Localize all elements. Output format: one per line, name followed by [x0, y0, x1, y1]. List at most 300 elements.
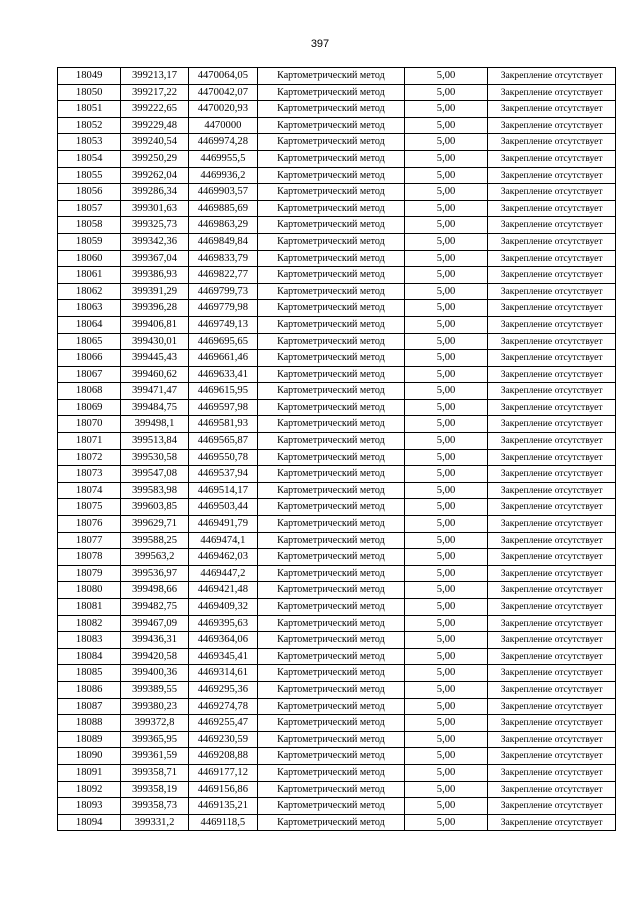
- fixing-cell: Закрепление отсутствует: [488, 599, 616, 616]
- coord-x: 399331,2: [121, 814, 188, 831]
- table-row: [58, 283, 616, 300]
- method-cell: Картометрический метод: [258, 316, 405, 333]
- point-number: 18077: [58, 532, 121, 549]
- table-row: [58, 433, 616, 450]
- point-number: 18050: [58, 84, 121, 101]
- point-number: 18090: [58, 748, 121, 765]
- coord-y: 4469491,79: [188, 516, 257, 533]
- fixing-cell: Закрепление отсутствует: [488, 681, 616, 698]
- table-row: [58, 350, 616, 367]
- point-number: 18060: [58, 250, 121, 267]
- coord-x: 399361,59: [121, 748, 188, 765]
- coord-y: 4469364,06: [188, 632, 257, 649]
- coord-y: 4469974,28: [188, 134, 257, 151]
- fixing-cell: Закрепление отсутствует: [488, 433, 616, 450]
- method-cell: Картометрический метод: [258, 482, 405, 499]
- fixing-cell: Закрепление отсутствует: [488, 764, 616, 781]
- point-number: 18087: [58, 698, 121, 715]
- point-number: 18053: [58, 134, 121, 151]
- method-cell: Картометрический метод: [258, 615, 405, 632]
- accuracy-cell: 5,00: [404, 781, 487, 798]
- accuracy-cell: 5,00: [404, 150, 487, 167]
- method-cell: Картометрический метод: [258, 283, 405, 300]
- point-number: 18084: [58, 648, 121, 665]
- method-cell: Картометрический метод: [258, 250, 405, 267]
- method-cell: Картометрический метод: [258, 68, 405, 85]
- coord-x: 399588,25: [121, 532, 188, 549]
- coord-x: 399286,34: [121, 184, 188, 201]
- method-cell: Картометрический метод: [258, 150, 405, 167]
- fixing-cell: Закрепление отсутствует: [488, 167, 616, 184]
- table-row: [58, 698, 616, 715]
- coord-y: 4469833,79: [188, 250, 257, 267]
- table-row: [58, 665, 616, 682]
- coord-x: 399391,29: [121, 283, 188, 300]
- point-number: 18082: [58, 615, 121, 632]
- point-number: 18073: [58, 466, 121, 483]
- accuracy-cell: 5,00: [404, 532, 487, 549]
- coord-x: 399389,55: [121, 681, 188, 698]
- coord-y: 4469885,69: [188, 200, 257, 217]
- fixing-cell: Закрепление отсутствует: [488, 565, 616, 582]
- coord-x: 399380,23: [121, 698, 188, 715]
- accuracy-cell: 5,00: [404, 134, 487, 151]
- coord-x: 399563,2: [121, 549, 188, 566]
- coord-y: 4469581,93: [188, 416, 257, 433]
- fixing-cell: Закрепление отсутствует: [488, 499, 616, 516]
- method-cell: Картометрический метод: [258, 134, 405, 151]
- fixing-cell: Закрепление отсутствует: [488, 101, 616, 118]
- fixing-cell: Закрепление отсутствует: [488, 150, 616, 167]
- coord-y: 4469779,98: [188, 300, 257, 317]
- coord-x: 399436,31: [121, 632, 188, 649]
- point-number: 18092: [58, 781, 121, 798]
- point-number: 18085: [58, 665, 121, 682]
- table-row: [58, 648, 616, 665]
- table-row: [58, 814, 616, 831]
- coord-y: 4469208,88: [188, 748, 257, 765]
- accuracy-cell: 5,00: [404, 101, 487, 118]
- point-number: 18093: [58, 798, 121, 815]
- method-cell: Картометрический метод: [258, 233, 405, 250]
- coord-y: 4469295,36: [188, 681, 257, 698]
- accuracy-cell: 5,00: [404, 748, 487, 765]
- accuracy-cell: 5,00: [404, 632, 487, 649]
- table-row: [58, 117, 616, 134]
- method-cell: Картометрический метод: [258, 565, 405, 582]
- table-row: [58, 532, 616, 549]
- point-number: 18089: [58, 731, 121, 748]
- coord-x: 399467,09: [121, 615, 188, 632]
- point-number: 18051: [58, 101, 121, 118]
- coord-x: 399240,54: [121, 134, 188, 151]
- accuracy-cell: 5,00: [404, 366, 487, 383]
- coord-y: 4470020,93: [188, 101, 257, 118]
- fixing-cell: Закрепление отсутствует: [488, 184, 616, 201]
- fixing-cell: Закрепление отсутствует: [488, 267, 616, 284]
- table-row: [58, 748, 616, 765]
- method-cell: Картометрический метод: [258, 350, 405, 367]
- table-row: [58, 184, 616, 201]
- table-row: [58, 316, 616, 333]
- table-row: [58, 217, 616, 234]
- accuracy-cell: 5,00: [404, 814, 487, 831]
- fixing-cell: Закрепление отсутствует: [488, 84, 616, 101]
- accuracy-cell: 5,00: [404, 764, 487, 781]
- table-row: [58, 482, 616, 499]
- table-row: [58, 200, 616, 217]
- point-number: 18063: [58, 300, 121, 317]
- coord-x: 399386,93: [121, 267, 188, 284]
- table-row: [58, 565, 616, 582]
- coord-x: 399262,04: [121, 167, 188, 184]
- point-number: 18080: [58, 582, 121, 599]
- coord-y: 4469903,57: [188, 184, 257, 201]
- table-row: [58, 167, 616, 184]
- table-row: [58, 599, 616, 616]
- coord-x: 399406,81: [121, 316, 188, 333]
- table-row: [58, 250, 616, 267]
- coord-y: 4469255,47: [188, 715, 257, 732]
- table-row: [58, 300, 616, 317]
- fixing-cell: Закрепление отсутствует: [488, 715, 616, 732]
- coord-y: 4469597,98: [188, 399, 257, 416]
- point-number: 18058: [58, 217, 121, 234]
- accuracy-cell: 5,00: [404, 399, 487, 416]
- coord-y: 4469615,95: [188, 383, 257, 400]
- point-number: 18062: [58, 283, 121, 300]
- method-cell: Картометрический метод: [258, 781, 405, 798]
- method-cell: Картометрический метод: [258, 449, 405, 466]
- table-row: [58, 466, 616, 483]
- coord-x: 399229,48: [121, 117, 188, 134]
- coord-x: 399358,19: [121, 781, 188, 798]
- table-row: [58, 781, 616, 798]
- accuracy-cell: 5,00: [404, 731, 487, 748]
- fixing-cell: Закрепление отсутствует: [488, 68, 616, 85]
- method-cell: Картометрический метод: [258, 383, 405, 400]
- accuracy-cell: 5,00: [404, 383, 487, 400]
- coord-y: 4469314,61: [188, 665, 257, 682]
- fixing-cell: Закрепление отсутствует: [488, 698, 616, 715]
- point-number: 18094: [58, 814, 121, 831]
- coord-x: 399498,1: [121, 416, 188, 433]
- table-row: [58, 366, 616, 383]
- fixing-cell: Закрепление отсутствует: [488, 250, 616, 267]
- fixing-cell: Закрепление отсутствует: [488, 134, 616, 151]
- table-row: [58, 84, 616, 101]
- accuracy-cell: 5,00: [404, 698, 487, 715]
- accuracy-cell: 5,00: [404, 715, 487, 732]
- coord-x: 399250,29: [121, 150, 188, 167]
- accuracy-cell: 5,00: [404, 316, 487, 333]
- method-cell: Картометрический метод: [258, 217, 405, 234]
- table-row: [58, 233, 616, 250]
- point-number: 18078: [58, 549, 121, 566]
- accuracy-cell: 5,00: [404, 233, 487, 250]
- coord-y: 4469474,1: [188, 532, 257, 549]
- coord-y: 4469230,59: [188, 731, 257, 748]
- point-number: 18071: [58, 433, 121, 450]
- coord-x: 399482,75: [121, 599, 188, 616]
- method-cell: Картометрический метод: [258, 499, 405, 516]
- coord-x: 399536,97: [121, 565, 188, 582]
- method-cell: Картометрический метод: [258, 300, 405, 317]
- point-number: 18083: [58, 632, 121, 649]
- coord-x: 399325,73: [121, 217, 188, 234]
- coord-y: 4469395,63: [188, 615, 257, 632]
- coord-y: 4469514,17: [188, 482, 257, 499]
- coord-x: 399213,17: [121, 68, 188, 85]
- accuracy-cell: 5,00: [404, 516, 487, 533]
- table-row: [58, 267, 616, 284]
- coord-x: 399471,47: [121, 383, 188, 400]
- accuracy-cell: 5,00: [404, 84, 487, 101]
- method-cell: Картометрический метод: [258, 648, 405, 665]
- accuracy-cell: 5,00: [404, 350, 487, 367]
- coord-y: 4469936,2: [188, 167, 257, 184]
- accuracy-cell: 5,00: [404, 250, 487, 267]
- coord-y: 4469156,86: [188, 781, 257, 798]
- accuracy-cell: 5,00: [404, 167, 487, 184]
- fixing-cell: Закрепление отсутствует: [488, 117, 616, 134]
- coord-x: 399372,8: [121, 715, 188, 732]
- accuracy-cell: 5,00: [404, 117, 487, 134]
- coord-y: 4469409,32: [188, 599, 257, 616]
- coord-y: 4469550,78: [188, 449, 257, 466]
- coord-x: 399222,65: [121, 101, 188, 118]
- coord-x: 399358,71: [121, 764, 188, 781]
- coord-y: 4469661,46: [188, 350, 257, 367]
- fixing-cell: Закрепление отсутствует: [488, 731, 616, 748]
- fixing-cell: Закрепление отсутствует: [488, 416, 616, 433]
- method-cell: Картометрический метод: [258, 200, 405, 217]
- method-cell: Картометрический метод: [258, 764, 405, 781]
- coord-x: 399629,71: [121, 516, 188, 533]
- fixing-cell: Закрепление отсутствует: [488, 781, 616, 798]
- fixing-cell: Закрепление отсутствует: [488, 399, 616, 416]
- coord-x: 399583,98: [121, 482, 188, 499]
- coord-x: 399365,95: [121, 731, 188, 748]
- fixing-cell: Закрепление отсутствует: [488, 482, 616, 499]
- table-row: [58, 798, 616, 815]
- accuracy-cell: 5,00: [404, 416, 487, 433]
- accuracy-cell: 5,00: [404, 333, 487, 350]
- table-row: [58, 681, 616, 698]
- coord-y: 4469749,13: [188, 316, 257, 333]
- accuracy-cell: 5,00: [404, 582, 487, 599]
- method-cell: Картометрический метод: [258, 117, 405, 134]
- accuracy-cell: 5,00: [404, 68, 487, 85]
- fixing-cell: Закрепление отсутствует: [488, 449, 616, 466]
- point-number: 18055: [58, 167, 121, 184]
- coord-x: 399342,36: [121, 233, 188, 250]
- method-cell: Картометрический метод: [258, 516, 405, 533]
- fixing-cell: Закрепление отсутствует: [488, 549, 616, 566]
- point-number: 18079: [58, 565, 121, 582]
- method-cell: Картометрический метод: [258, 267, 405, 284]
- fixing-cell: Закрепление отсутствует: [488, 333, 616, 350]
- table-row: [58, 731, 616, 748]
- method-cell: Картометрический метод: [258, 665, 405, 682]
- table-row: [58, 615, 616, 632]
- method-cell: Картометрический метод: [258, 599, 405, 616]
- coord-x: 399358,73: [121, 798, 188, 815]
- coord-y: 4469345,41: [188, 648, 257, 665]
- coord-y: 4469537,94: [188, 466, 257, 483]
- fixing-cell: Закрепление отсутствует: [488, 200, 616, 217]
- method-cell: Картометрический метод: [258, 582, 405, 599]
- method-cell: Картометрический метод: [258, 366, 405, 383]
- method-cell: Картометрический метод: [258, 632, 405, 649]
- accuracy-cell: 5,00: [404, 217, 487, 234]
- table-row: [58, 549, 616, 566]
- coord-x: 399301,63: [121, 200, 188, 217]
- table-row: [58, 582, 616, 599]
- coord-y: 4469633,41: [188, 366, 257, 383]
- coord-y: 4470000: [188, 117, 257, 134]
- fixing-cell: Закрепление отсутствует: [488, 648, 616, 665]
- accuracy-cell: 5,00: [404, 549, 487, 566]
- method-cell: Картометрический метод: [258, 416, 405, 433]
- point-number: 18072: [58, 449, 121, 466]
- coord-y: 4469462,03: [188, 549, 257, 566]
- table-row: [58, 383, 616, 400]
- fixing-cell: Закрепление отсутствует: [488, 748, 616, 765]
- coord-y: 4469421,48: [188, 582, 257, 599]
- table-row: [58, 150, 616, 167]
- table-row: [58, 715, 616, 732]
- accuracy-cell: 5,00: [404, 449, 487, 466]
- method-cell: Картометрический метод: [258, 399, 405, 416]
- fixing-cell: Закрепление отсутствует: [488, 582, 616, 599]
- coord-x: 399367,04: [121, 250, 188, 267]
- method-cell: Картометрический метод: [258, 84, 405, 101]
- table-row: [58, 68, 616, 85]
- accuracy-cell: 5,00: [404, 184, 487, 201]
- point-number: 18052: [58, 117, 121, 134]
- accuracy-cell: 5,00: [404, 300, 487, 317]
- coord-x: 399445,43: [121, 350, 188, 367]
- fixing-cell: Закрепление отсутствует: [488, 217, 616, 234]
- table-row: [58, 764, 616, 781]
- fixing-cell: Закрепление отсутствует: [488, 466, 616, 483]
- coord-y: 4469503,44: [188, 499, 257, 516]
- coord-x: 399400,36: [121, 665, 188, 682]
- accuracy-cell: 5,00: [404, 565, 487, 582]
- table-row: [58, 632, 616, 649]
- fixing-cell: Закрепление отсутствует: [488, 615, 616, 632]
- coord-x: 399603,85: [121, 499, 188, 516]
- accuracy-cell: 5,00: [404, 433, 487, 450]
- point-number: 18068: [58, 383, 121, 400]
- coord-x: 399513,84: [121, 433, 188, 450]
- accuracy-cell: 5,00: [404, 615, 487, 632]
- accuracy-cell: 5,00: [404, 599, 487, 616]
- method-cell: Картометрический метод: [258, 731, 405, 748]
- method-cell: Картометрический метод: [258, 549, 405, 566]
- method-cell: Картометрический метод: [258, 101, 405, 118]
- fixing-cell: Закрепление отсутствует: [488, 814, 616, 831]
- coord-y: 4470042,07: [188, 84, 257, 101]
- table-row: [58, 399, 616, 416]
- fixing-cell: Закрепление отсутствует: [488, 798, 616, 815]
- fixing-cell: Закрепление отсутствует: [488, 516, 616, 533]
- accuracy-cell: 5,00: [404, 283, 487, 300]
- table-row: [58, 449, 616, 466]
- point-number: 18081: [58, 599, 121, 616]
- coord-y: 4469822,77: [188, 267, 257, 284]
- point-number: 18091: [58, 764, 121, 781]
- method-cell: Картометрический метод: [258, 748, 405, 765]
- point-number: 18054: [58, 150, 121, 167]
- fixing-cell: Закрепление отсутствует: [488, 532, 616, 549]
- method-cell: Картометрический метод: [258, 715, 405, 732]
- method-cell: Картометрический метод: [258, 333, 405, 350]
- coord-x: 399460,62: [121, 366, 188, 383]
- coordinates-table: [57, 67, 616, 831]
- coord-y: 4469274,78: [188, 698, 257, 715]
- table-row: [58, 499, 616, 516]
- point-number: 18086: [58, 681, 121, 698]
- fixing-cell: Закрепление отсутствует: [488, 350, 616, 367]
- point-number: 18074: [58, 482, 121, 499]
- accuracy-cell: 5,00: [404, 798, 487, 815]
- point-number: 18064: [58, 316, 121, 333]
- method-cell: Картометрический метод: [258, 167, 405, 184]
- point-number: 18057: [58, 200, 121, 217]
- accuracy-cell: 5,00: [404, 482, 487, 499]
- method-cell: Картометрический метод: [258, 532, 405, 549]
- point-number: 18066: [58, 350, 121, 367]
- page-number: 397: [310, 38, 330, 50]
- method-cell: Картометрический метод: [258, 798, 405, 815]
- fixing-cell: Закрепление отсутствует: [488, 632, 616, 649]
- coord-y: 4469135,21: [188, 798, 257, 815]
- fixing-cell: Закрепление отсутствует: [488, 283, 616, 300]
- coord-y: 4469863,29: [188, 217, 257, 234]
- point-number: 18069: [58, 399, 121, 416]
- accuracy-cell: 5,00: [404, 681, 487, 698]
- accuracy-cell: 5,00: [404, 665, 487, 682]
- method-cell: Картометрический метод: [258, 681, 405, 698]
- point-number: 18065: [58, 333, 121, 350]
- point-number: 18076: [58, 516, 121, 533]
- table-row: [58, 516, 616, 533]
- fixing-cell: Закрепление отсутствует: [488, 300, 616, 317]
- method-cell: Картометрический метод: [258, 433, 405, 450]
- point-number: 18056: [58, 184, 121, 201]
- coord-x: 399420,58: [121, 648, 188, 665]
- point-number: 18088: [58, 715, 121, 732]
- method-cell: Картометрический метод: [258, 184, 405, 201]
- table-row: [58, 101, 616, 118]
- coord-x: 399547,08: [121, 466, 188, 483]
- coord-y: 4469565,87: [188, 433, 257, 450]
- method-cell: Картометрический метод: [258, 698, 405, 715]
- accuracy-cell: 5,00: [404, 267, 487, 284]
- fixing-cell: Закрепление отсутствует: [488, 233, 616, 250]
- accuracy-cell: 5,00: [404, 648, 487, 665]
- table-row: [58, 134, 616, 151]
- point-number: 18067: [58, 366, 121, 383]
- coord-y: 4469799,73: [188, 283, 257, 300]
- coord-y: 4469849,84: [188, 233, 257, 250]
- method-cell: Картометрический метод: [258, 814, 405, 831]
- coord-y: 4469447,2: [188, 565, 257, 582]
- point-number: 18059: [58, 233, 121, 250]
- coord-x: 399484,75: [121, 399, 188, 416]
